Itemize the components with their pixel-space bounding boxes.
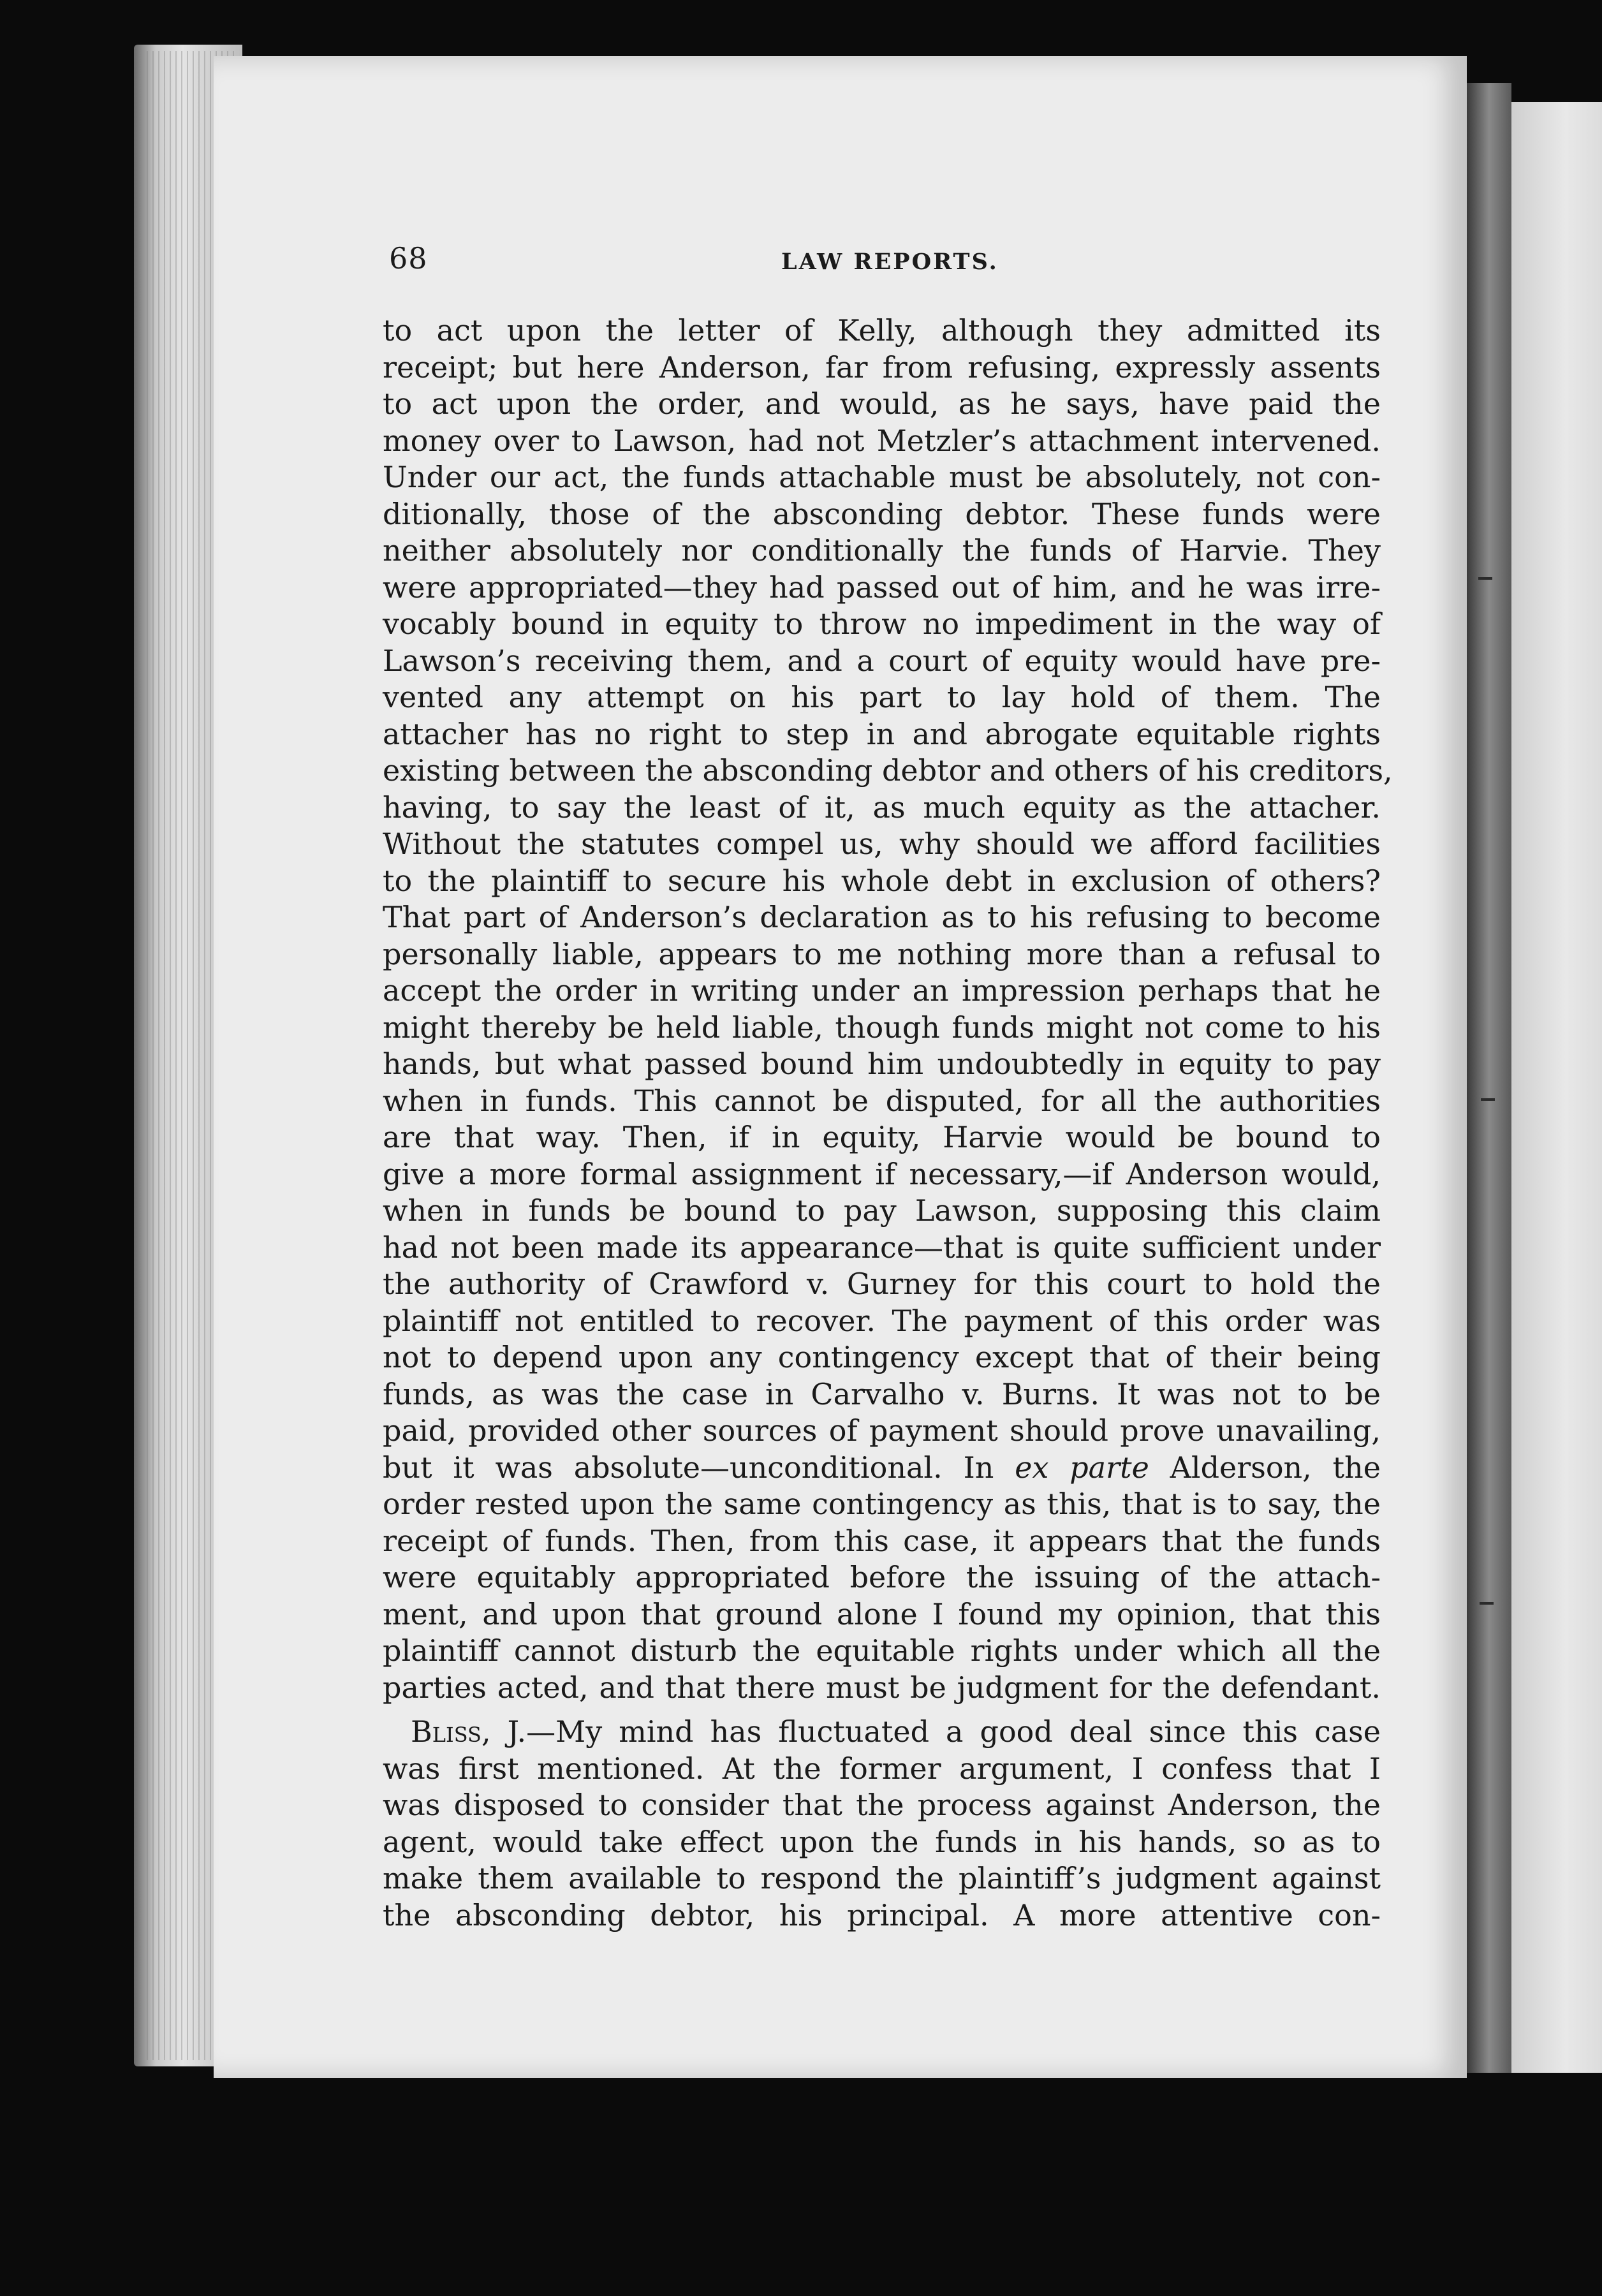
text-line: plaintiff cannot disturb the equitable rights under which all the — [383, 1633, 1381, 1668]
text-line: agent, would take effect upon the funds in his hands, so as to — [383, 1824, 1381, 1859]
text-line: accept the order in writing under an impression perhaps that he — [383, 973, 1381, 1008]
text-line: give a more formal assignment if necessary,—if Anderson would, — [383, 1156, 1381, 1191]
text-line: Under our act, the funds attachable must be absolutely, not con- — [383, 460, 1381, 494]
text-line: having, to say the least of it, as much equity as the attacher. — [383, 790, 1381, 825]
text-line: to act upon the letter of Kelly, although they admitted its — [383, 313, 1381, 348]
text-line: existing between the absconding debtor and others of his creditors, — [383, 753, 1393, 788]
page-number: 68 — [389, 241, 428, 276]
text-line: funds, as was the case in Carvalho v. Burns. It was not to be — [383, 1376, 1381, 1411]
text-line: Without the statutes compel us, why should we afford facilities — [383, 827, 1381, 861]
text-line: make them available to respond the plaintiff’s judgment against — [383, 1861, 1381, 1895]
text-line: vocably bound in equity to throw no impediment in the way of — [383, 607, 1381, 641]
text-line: had not been made its appearance—that is quite sufficient under — [383, 1230, 1381, 1265]
margin-mark — [1480, 1602, 1494, 1605]
text-line: Lawson’s receiving them, and a court of equity would have pre- — [383, 643, 1381, 678]
text-line: receipt; but here Anderson, far from refusing, expressly assents — [383, 350, 1381, 385]
text-line: are that way. Then, if in equity, Harvie would be bound to — [383, 1120, 1381, 1154]
text-line: parties acted, and that there must be judgment for the defendant. — [383, 1670, 1381, 1705]
facing-page-edge — [1511, 102, 1602, 2073]
text-line: when in funds. This cannot be disputed, for all the authorities — [383, 1083, 1381, 1118]
text-line: personally liable, appears to me nothing more than a refusal to — [383, 936, 1381, 971]
text-line: ditionally, those of the absconding debtor. These funds were — [383, 496, 1381, 531]
text-line: but it was absolute—unconditional. In ex parte Alderson, the — [383, 1450, 1381, 1485]
text-line-rest: —My mind has fluctuated a good deal since this case — [526, 1714, 1381, 1749]
text-line: vented any attempt on his part to lay hold of them. The — [383, 680, 1381, 714]
text-line: the absconding debtor, his principal. A more attentive con- — [383, 1897, 1381, 1932]
text-line: not to depend upon any contingency except that of their being — [383, 1340, 1381, 1374]
text-line: to the plaintiff to secure his whole debt in exclusion of others? — [383, 863, 1381, 898]
text-line: were appropriated—they had passed out of him, and he was irre- — [383, 570, 1381, 605]
text-line: neither absolutely nor conditionally the funds of Harvie. They — [383, 533, 1381, 568]
text-line: the authority of Crawford v. Gurney for this court to hold the — [383, 1267, 1381, 1301]
running-head — [389, 241, 1384, 286]
body-text — [383, 313, 1393, 1934]
judge-name: Bliss, J. — [411, 1714, 527, 1749]
text-line: were equitably appropriated before the issuing of the attach- — [383, 1560, 1381, 1594]
text-line: was first mentioned. At the former argument, I confess that I — [383, 1751, 1381, 1786]
page-header-title: LAW REPORTS. — [781, 249, 999, 275]
text-line: money over to Lawson, had not Metzler’s attachment intervened. — [383, 423, 1381, 458]
text-line: ment, and upon that ground alone I found my opinion, that this — [383, 1596, 1381, 1631]
text-line — [383, 1714, 1381, 1751]
text-line: was disposed to consider that the process against Anderson, the — [383, 1788, 1381, 1822]
book-gutter — [1467, 83, 1511, 2073]
text-line: to act upon the order, and would, as he says, have paid the — [383, 386, 1381, 421]
text-line: receipt of funds. Then, from this case, it appears that the funds — [383, 1523, 1381, 1558]
text-line: when in funds be bound to pay Lawson, supposing this claim — [383, 1193, 1381, 1228]
text-line: attacher has no right to step in and abrogate equitable rights — [383, 716, 1381, 751]
text-line: plaintiff not entitled to recover. The payment of this order was — [383, 1303, 1381, 1338]
margin-mark — [1481, 1098, 1495, 1101]
text-line: hands, but what passed bound him undoubtedly in equity to pay — [383, 1047, 1381, 1081]
paragraph-opinion-continued — [383, 313, 1393, 1706]
italic-phrase: ex parte — [1015, 1450, 1149, 1485]
text-line: paid, provided other sources of payment should prove unavailing, — [383, 1413, 1381, 1448]
margin-mark — [1478, 577, 1492, 580]
text-line: order rested upon the same contingency as this, that is to say, the — [383, 1487, 1381, 1521]
text-line: might thereby be held liable, though funds might not come to his — [383, 1010, 1381, 1045]
paragraph-bliss-opinion — [383, 1714, 1381, 1934]
text-line: That part of Anderson’s declaration as to his refusing to become — [383, 900, 1381, 934]
